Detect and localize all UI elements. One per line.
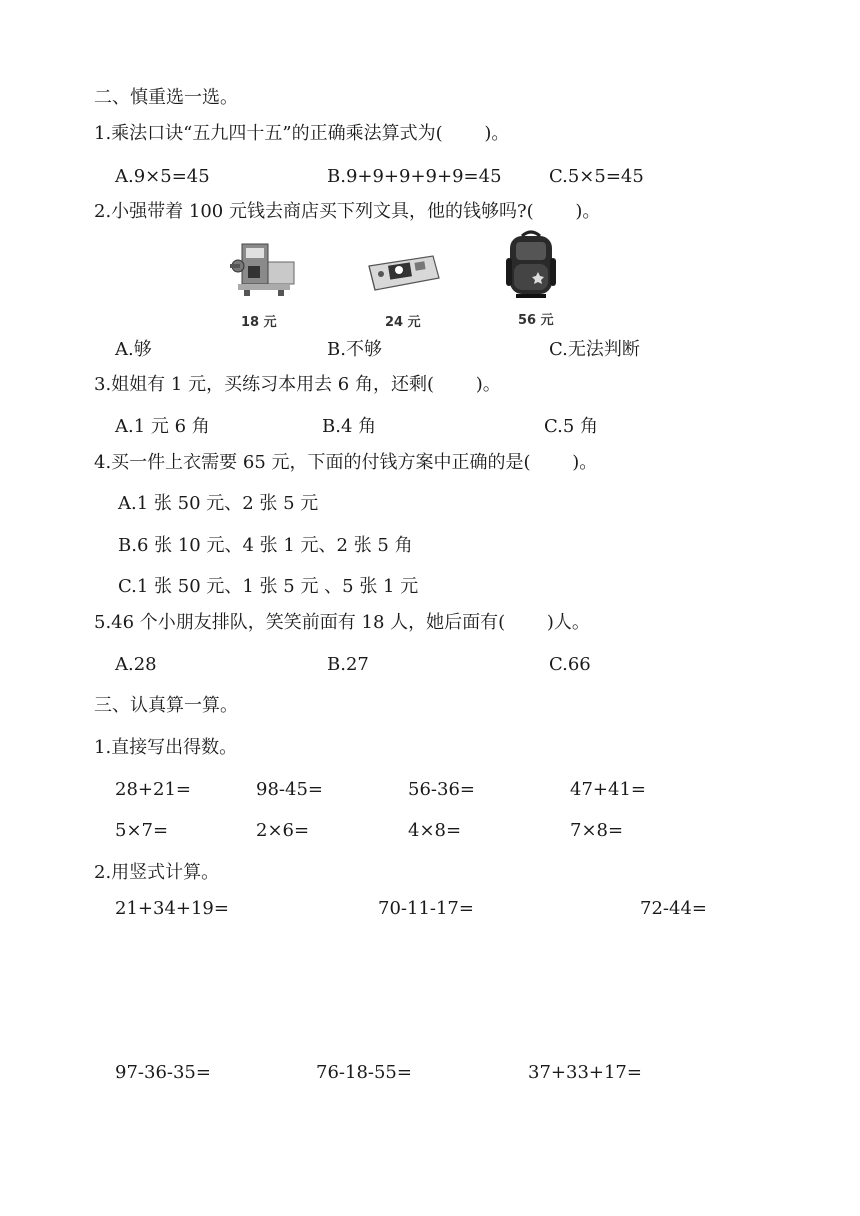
item-1-price: 18 元 xyxy=(241,315,277,330)
part-1-title: 1.直接写出得数。 xyxy=(94,737,238,758)
q3-option-a: A.1 元 6 角 xyxy=(115,416,210,437)
item-2-price: 24 元 xyxy=(385,315,421,330)
oral-calc-item: 2×6= xyxy=(256,820,310,841)
q3-option-c: C.5 角 xyxy=(544,416,599,437)
oral-calc-item: 56-36= xyxy=(408,779,475,800)
vertical-calc-item: 97-36-35= xyxy=(115,1062,211,1083)
vertical-calc-item: 76-18-55= xyxy=(316,1062,412,1083)
oral-calc-item: 4×8= xyxy=(408,820,462,841)
q4-option-b: B.6 张 10 元、4 张 1 元、2 张 5 角 xyxy=(118,535,413,556)
oral-calc-item: 5×7= xyxy=(115,820,169,841)
q5-option-c: C.66 xyxy=(549,654,591,675)
question-1-stem: 1.乘法口诀“五九四十五”的正确乘法算式为( )。 xyxy=(94,123,510,144)
section-title: 三、认真算一算。 xyxy=(94,695,238,716)
q1-option-a: A.9×5=45 xyxy=(115,166,210,187)
item-3-price: 56 元 xyxy=(518,313,554,328)
pencil-case-icon xyxy=(363,252,443,294)
q2-option-c: C.无法判断 xyxy=(549,339,640,360)
q4-option-a: A.1 张 50 元、2 张 5 元 xyxy=(118,493,319,514)
oral-calc-item: 28+21= xyxy=(115,779,191,800)
pencil-sharpener-icon xyxy=(228,236,298,298)
q5-option-b: B.27 xyxy=(327,654,369,675)
q2-option-b: B.不够 xyxy=(327,339,382,360)
oral-calc-item: 7×8= xyxy=(570,820,624,841)
q4-option-c: C.1 张 50 元、1 张 5 元 、5 张 1 元 xyxy=(118,576,419,597)
q1-option-b: B.9+9+9+9+9=45 xyxy=(327,166,502,187)
question-5-stem: 5.46 个小朋友排队，笑笑前面有 18 人，她后面有( )人。 xyxy=(94,612,590,633)
question-2-stem: 2.小强带着 100 元钱去商店买下列文具，他的钱够吗?( )。 xyxy=(94,201,601,222)
vertical-calc-item: 72-44= xyxy=(640,898,707,919)
q1-option-c: C.5×5=45 xyxy=(549,166,644,187)
question-3-stem: 3.姐姐有 1 元，买练习本用去 6 角，还剩( )。 xyxy=(94,374,501,395)
vertical-calc-item: 37+33+17= xyxy=(528,1062,642,1083)
oral-calc-item: 98-45= xyxy=(256,779,323,800)
q2-option-a: A.够 xyxy=(115,339,152,360)
oral-calc-item: 47+41= xyxy=(570,779,646,800)
question-4-stem: 4.买一件上衣需要 65 元，下面的付钱方案中正确的是( )。 xyxy=(94,452,598,473)
q5-option-a: A.28 xyxy=(115,654,157,675)
backpack-icon xyxy=(502,228,560,300)
section-title: 二、慎重选一选。 xyxy=(94,87,238,108)
vertical-calc-item: 21+34+19= xyxy=(115,898,229,919)
part-2-title: 2.用竖式计算。 xyxy=(94,862,220,883)
vertical-calc-item: 70-11-17= xyxy=(378,898,474,919)
q3-option-b: B.4 角 xyxy=(322,416,377,437)
